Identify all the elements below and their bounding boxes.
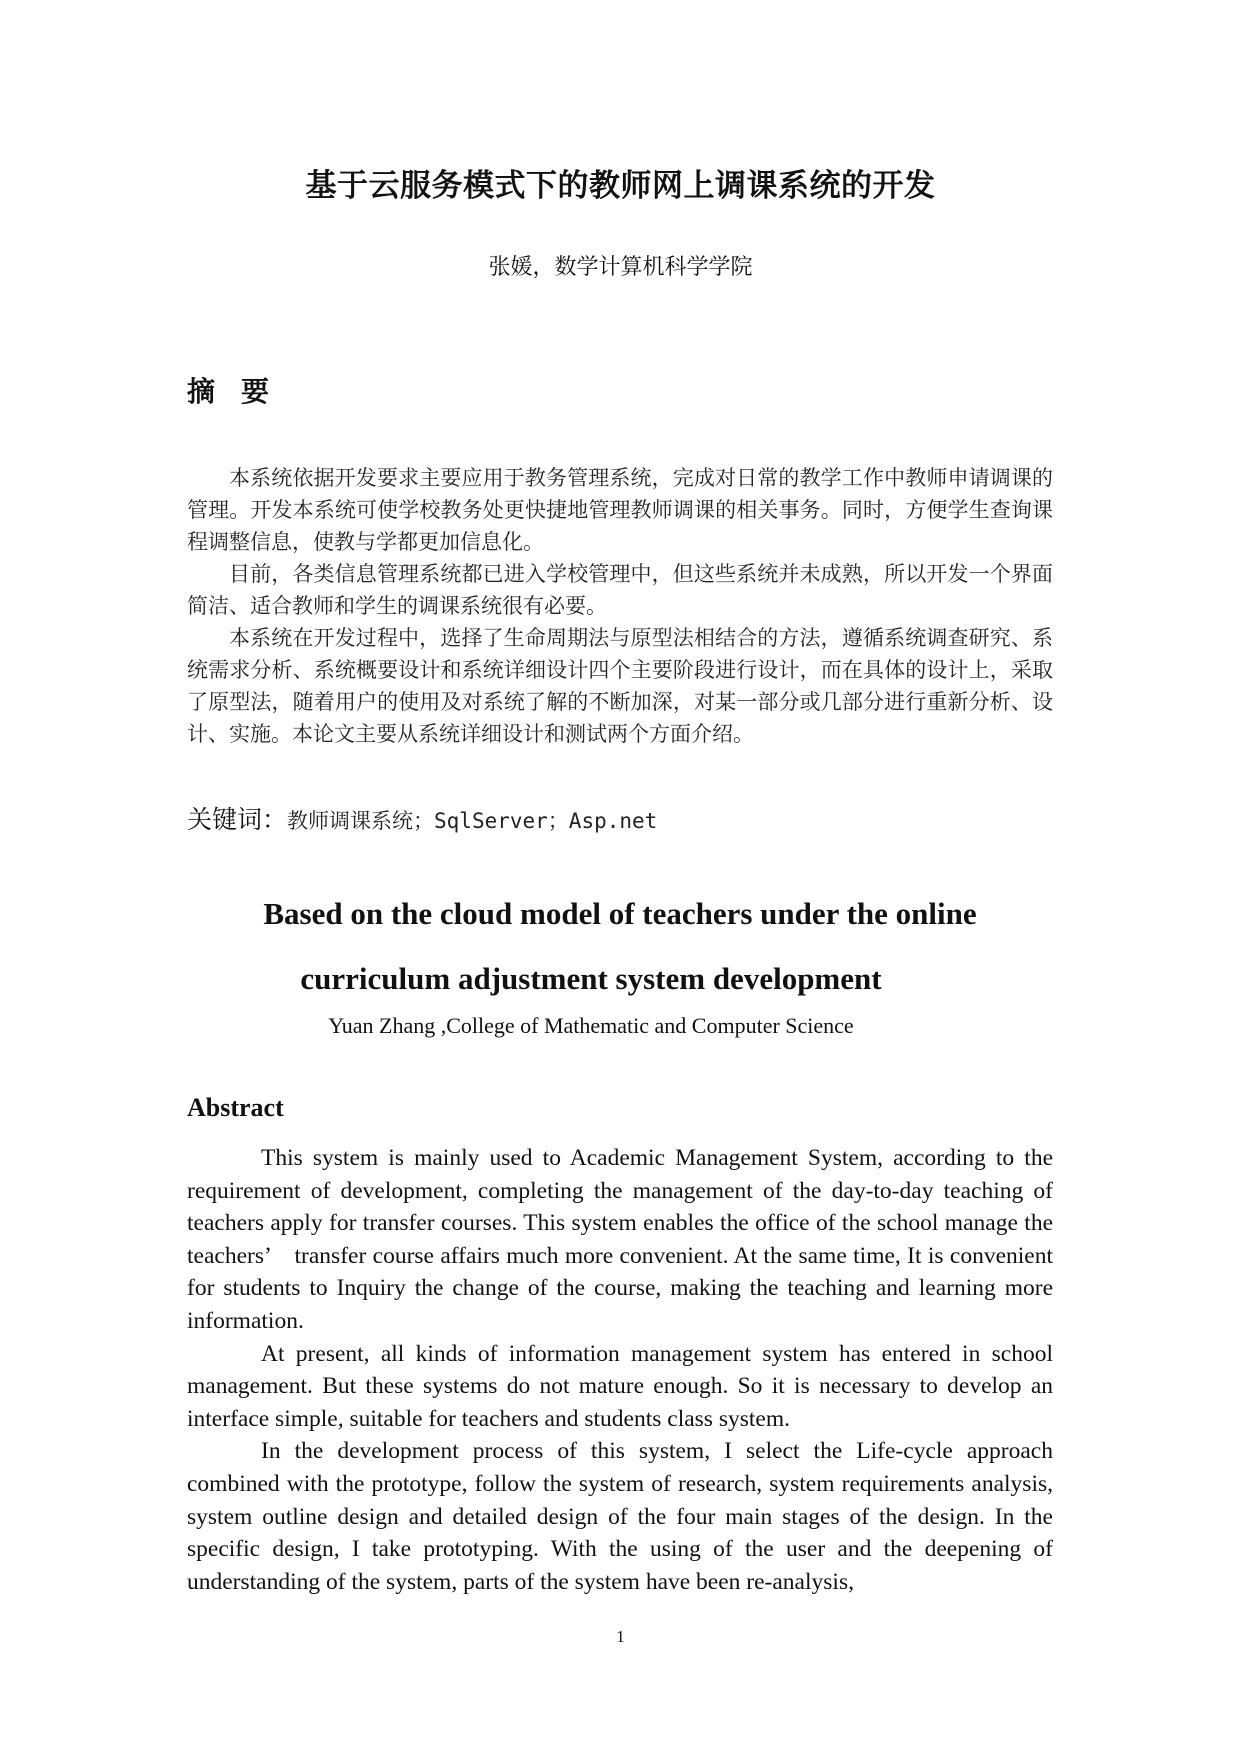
chinese-abstract-paragraph: 本系统在开发过程中，选择了生命周期法与原型法相结合的方法，遵循系统调查研究、系统需求分析、系统概要设计和系统详细设计四个主要阶段进行设计，而在具体的设计上，采取了原型法，随着用户的使用及对系统了解的不断加深，对某一部分或几部分进行重新分析、设计、实施。本论文主要从系统详细设计和测试两个方面介绍。	[187, 626, 1053, 746]
english-abstract-heading: Abstract	[187, 1093, 284, 1122]
english-abstract-paragraph: In the development process of this system, I select the Life-cycle approach combined with the prototype, follow the system of research, system requirements analysis, system outline design and detailed design of the four main stages of the design. In the specific design, I take prototyping. With the using of the user and the deepening of understanding of the system, parts of the system have been re-analysis,	[187, 1438, 1053, 1595]
keywords-value: 教师调课系统；SqlServer；Asp.net	[287, 809, 658, 833]
page-number: 1	[616, 1627, 625, 1646]
english-abstract-paragraph: This system is mainly used to Academic Management System, according to the requirement of development, completing the management of the day-to-day teaching of teachers apply for transfer courses. This system enables the office of the school manage the teachers’ transfer course affairs much more convenient. At the same time, It is convenient for students to Inquiry the change of the course, making the teaching and learning more information.	[187, 1145, 1053, 1334]
chinese-abstract-body	[187, 462, 1053, 750]
chinese-abstract-heading: 摘要	[187, 375, 296, 408]
english-title-line-2: curriculum adjustment system development	[300, 961, 882, 996]
chinese-title: 基于云服务模式下的教师网上调课系统的开发	[305, 168, 936, 204]
chinese-keywords	[187, 800, 657, 836]
english-abstract-body	[187, 1142, 1053, 1598]
chinese-abstract-paragraph: 目前，各类信息管理系统都已进入学校管理中，但这些系统并未成熟，所以开发一个界面简洁、适合教师和学生的调课系统很有必要。	[187, 562, 1053, 618]
keywords-label: 关键词：	[187, 805, 288, 834]
english-abstract-paragraph: At present, all kinds of information management system has entered in school management. But these systems do not mature enough. So it is necessary to develop an interface simple, suitable for teachers and students class system.	[187, 1340, 1053, 1432]
chinese-author-line: 张媛，数学计算机科学学院	[488, 255, 753, 280]
english-author-line: Yuan Zhang ,College of Mathematic and Computer Science	[328, 1013, 854, 1038]
chinese-abstract-paragraph: 本系统依据开发要求主要应用于教务管理系统，完成对日常的教学工作中教师申请调课的管理。开发本系统可使学校教务处更快捷地管理教师调课的相关事务。同时，方便学生查询课程调整信息，使教与学都更加信息化。	[187, 466, 1053, 554]
english-title-line-1: Based on the cloud model of teachers under the online	[263, 896, 977, 931]
